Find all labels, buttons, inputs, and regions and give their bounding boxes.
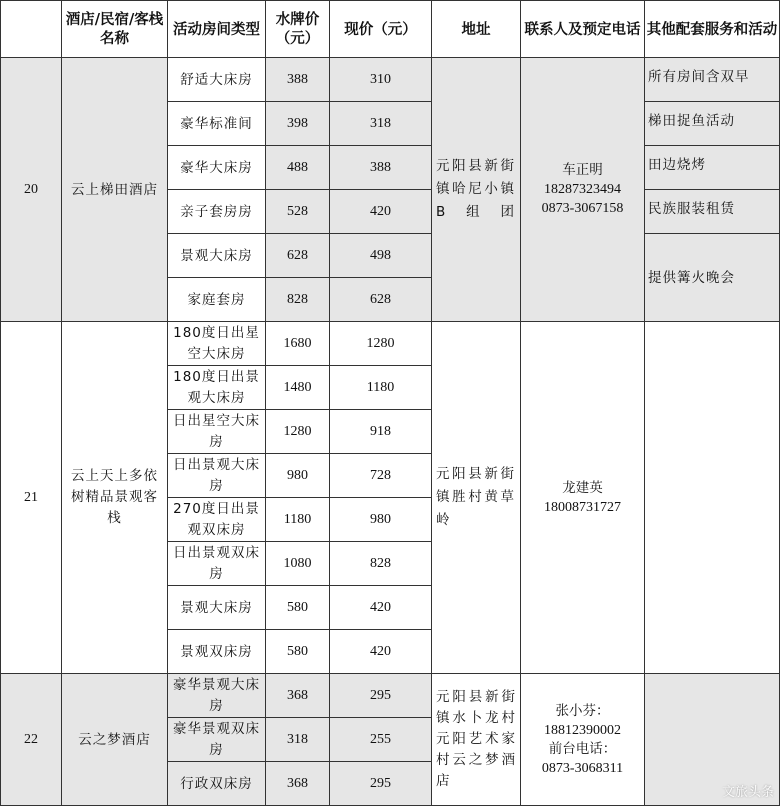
- service-item: 所有房间含双早: [645, 58, 780, 102]
- current-price: 310: [330, 58, 432, 102]
- current-price: 828: [330, 542, 432, 586]
- header-current-price: 现价（元）: [330, 1, 432, 58]
- room-type: 行政双床房: [168, 762, 266, 806]
- watermark-logo: 文旅头条: [721, 785, 774, 800]
- header-no: [1, 1, 62, 58]
- current-price: 388: [330, 146, 432, 190]
- hotel-name: 云上梯田酒店: [62, 58, 168, 322]
- current-price: 295: [330, 674, 432, 718]
- hotel-number: 22: [1, 674, 62, 806]
- hotel-contact: [521, 58, 645, 322]
- contact-phone: 18008731727: [544, 499, 621, 515]
- room-type: 180度日出景观大床房: [168, 366, 266, 410]
- service-item: 田边烧烤: [645, 146, 780, 190]
- room-type: 景观大床房: [168, 234, 266, 278]
- current-price: 420: [330, 586, 432, 630]
- list-price: 488: [266, 146, 330, 190]
- current-price: 498: [330, 234, 432, 278]
- hotel-name: 云上天上多依树精品景观客栈: [62, 322, 168, 674]
- room-type: 景观大床房: [168, 586, 266, 630]
- room-type: 日出景观双床房: [168, 542, 266, 586]
- header-room-type: 活动房间类型: [168, 1, 266, 58]
- current-price: 295: [330, 762, 432, 806]
- list-price: 980: [266, 454, 330, 498]
- hotel-contact: [521, 322, 645, 674]
- current-price: 918: [330, 410, 432, 454]
- room-type: 舒适大床房: [168, 58, 266, 102]
- list-price: 580: [266, 586, 330, 630]
- room-type: 270度日出景观双床房: [168, 498, 266, 542]
- current-price: 728: [330, 454, 432, 498]
- header-list-price: 水牌价（元）: [266, 1, 330, 58]
- service-item: 提供篝火晚会: [645, 234, 780, 322]
- list-price: 1080: [266, 542, 330, 586]
- hotel-number: 20: [1, 58, 62, 322]
- contact-phone: 18287323494: [544, 182, 621, 197]
- hotel-contact: [521, 674, 645, 806]
- hotel-number: 21: [1, 322, 62, 674]
- service-empty: [645, 322, 780, 674]
- header-row: [1, 1, 780, 58]
- contact-phone-2: 0873-3068311: [541, 760, 624, 776]
- list-price: 1180: [266, 498, 330, 542]
- room-type: 景观双床房: [168, 630, 266, 674]
- hotel-address: 元阳县新街镇胜村黄草岭: [432, 322, 521, 674]
- header-hotel-name: 酒店/民宿/客栈名称: [62, 1, 168, 58]
- current-price: 1180: [330, 366, 432, 410]
- hotel-name: 云之梦酒店: [62, 674, 168, 806]
- header-services: 其他配套服务和活动: [645, 1, 780, 58]
- table-row: [1, 674, 780, 718]
- contact-name: 车正明: [562, 162, 603, 178]
- front-desk-label: 前台电话：: [548, 740, 617, 757]
- current-price: 420: [330, 630, 432, 674]
- current-price: 255: [330, 718, 432, 762]
- room-type: 豪华标准间: [168, 102, 266, 146]
- list-price: 398: [266, 102, 330, 146]
- header-address: 地址: [432, 1, 521, 58]
- room-type: 豪华大床房: [168, 146, 266, 190]
- room-type: 豪华景观大床房: [168, 674, 266, 718]
- room-type: 180度日出星空大床房: [168, 322, 266, 366]
- contact-phone-2: 0873-3067158: [541, 201, 624, 216]
- contact-phone: 18812390002: [544, 722, 621, 738]
- hotel-address: 元阳县新街镇水卜龙村元阳艺术家村云之梦酒店: [432, 674, 521, 806]
- room-type: 日出景观大床房: [168, 454, 266, 498]
- list-price: 368: [266, 762, 330, 806]
- current-price: 420: [330, 190, 432, 234]
- list-price: 388: [266, 58, 330, 102]
- list-price: 580: [266, 630, 330, 674]
- list-price: 368: [266, 674, 330, 718]
- list-price: 528: [266, 190, 330, 234]
- room-type: 亲子套房房: [168, 190, 266, 234]
- list-price: 1680: [266, 322, 330, 366]
- current-price: 980: [330, 498, 432, 542]
- list-price: 1480: [266, 366, 330, 410]
- contact-name: 张小芬：: [555, 702, 610, 719]
- table-row: [1, 322, 780, 366]
- list-price: 1280: [266, 410, 330, 454]
- hotel-address: 元阳县新街镇哈尼小镇B组团: [432, 58, 521, 322]
- list-price: 828: [266, 278, 330, 322]
- header-contact: 联系人及预定电话: [521, 1, 645, 58]
- current-price: 628: [330, 278, 432, 322]
- room-type: 豪华景观双床房: [168, 718, 266, 762]
- service-item: 民族服装租赁: [645, 190, 780, 234]
- room-type: 家庭套房: [168, 278, 266, 322]
- current-price: 318: [330, 102, 432, 146]
- list-price: 628: [266, 234, 330, 278]
- service-item: 梯田捉鱼活动: [645, 102, 780, 146]
- list-price: 318: [266, 718, 330, 762]
- contact-name: 龙建英: [562, 479, 603, 496]
- current-price: 1280: [330, 322, 432, 366]
- room-type: 日出星空大床房: [168, 410, 266, 454]
- table-row: [1, 58, 780, 102]
